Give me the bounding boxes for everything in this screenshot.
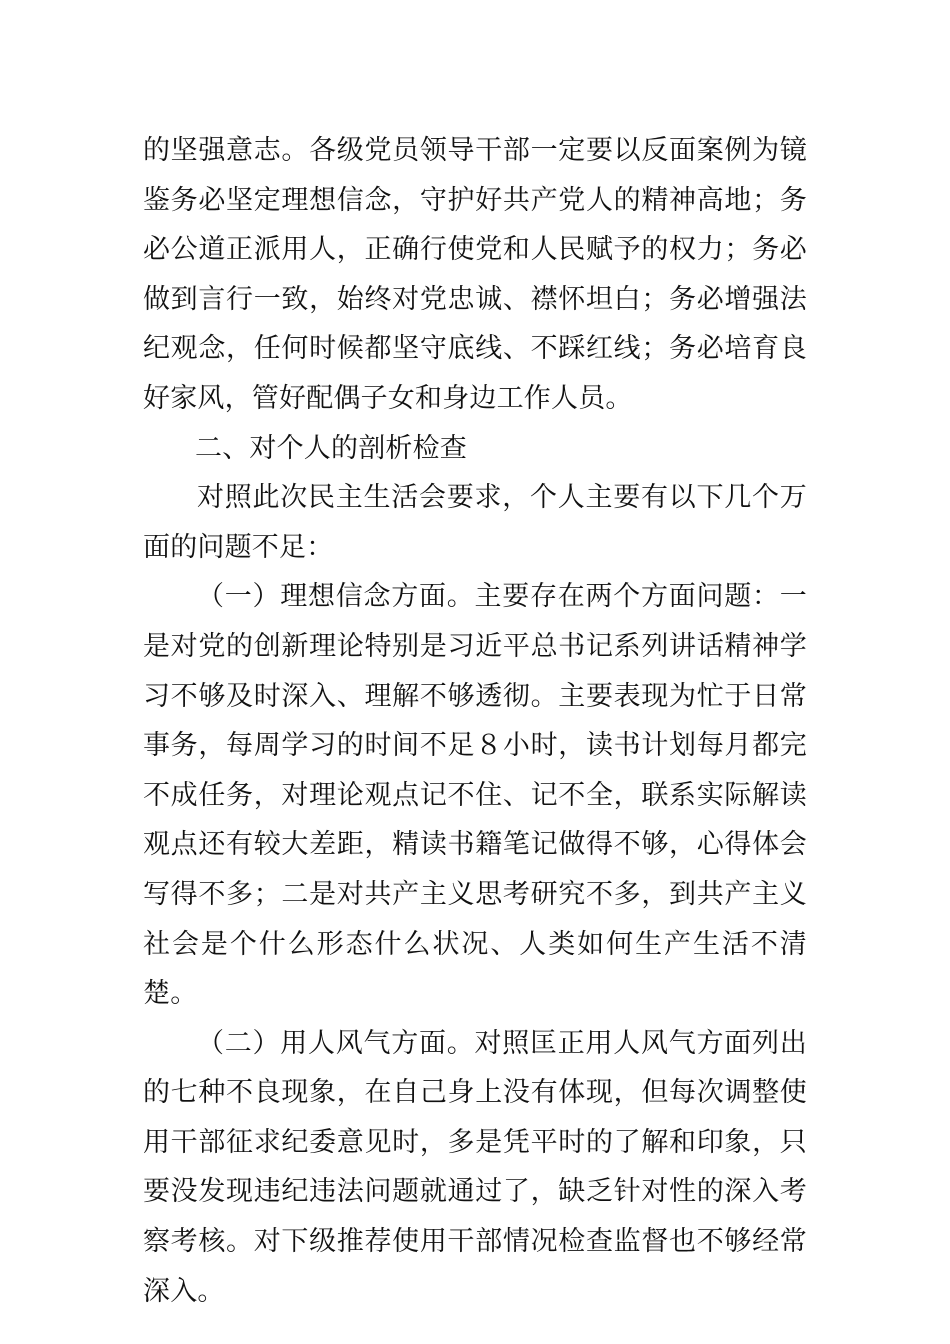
paragraph-ideals: （一）理想信念方面。主要存在两个方面问题：一是对党的创新理论特别是习近平总书记系列讲话精神学习不够及时深入、理解不够透彻。主要表现为忙于日常事务，每周学习的时间不足８小时，读书计划每月都完不成任务，对理论观点记不住、记不全，联系实际解读观点还有较大差距，精读书籍笔记做得不够，心得体会写得不多；二是对共产主义思考研究不多，到共产主义社会是个什么形态什么状况、人类如何生产生活不清楚。 [143,581,807,1010]
paragraph-personnel: （二）用人风气方面。对照匡正用人风气方面列出的七种不良现象，在自己身上没有体现，但每次调整使用干部征求纪委意见时，多是凭平时的了解和印象，只要没发现违纪违法问题就通过了，缺乏针对性的深入考察考核。对下级推荐使用干部情况检查监督也不够经常深入。 [143,1027,807,1307]
document-body [143,126,807,1316]
section-heading: 二、对个人的剖析检查 [195,432,467,464]
paragraph-continuation: 的坚强意志。各级党员领导干部一定要以反面案例为镜鉴务必坚定理想信念，守护好共产党人的精神高地；务必公道正派用人，正确行使党和人民赋予的权力；务必做到言行一致，始终对党忠诚、襟怀坦白；务必增强法纪观念，任何时候都坚守底线、不踩红线；务必培育良好家风，管好配偶子女和身边工作人员。 [143,135,807,414]
paragraph-intro: 对照此次民主生活会要求，个人主要有以下几个万面的问题不足： [143,482,807,563]
